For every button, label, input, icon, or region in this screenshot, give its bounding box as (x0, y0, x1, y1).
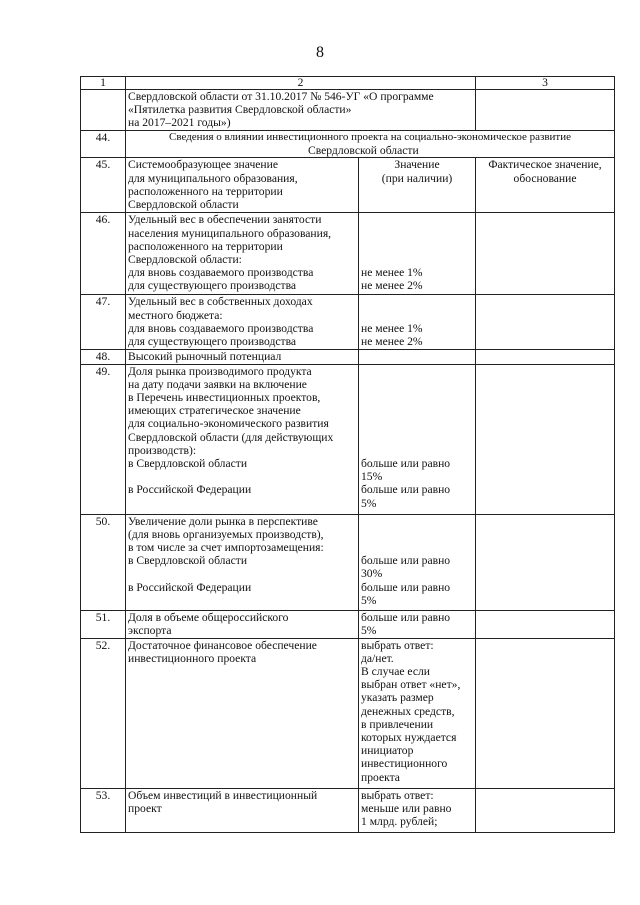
value-line: больше или равно (361, 554, 451, 568)
value-line (361, 378, 473, 391)
table-row-52 (81, 638, 615, 788)
indicator-line: в Свердловской области (128, 554, 248, 568)
indicator-line: Достаточное финансовое обеспечение (128, 638, 317, 652)
value-line: меньше или равно (361, 801, 452, 815)
value-line: 5% (361, 623, 377, 637)
indicator-cell (126, 514, 359, 610)
row-number: 46. (81, 213, 126, 295)
section-heading-line: Сведения о влиянии инвестиционного проекта на социально-экономическое развитие (169, 131, 572, 143)
indicator-line: в том числе за счет импортозамещения: (128, 541, 324, 555)
actual-header-cell (476, 158, 615, 213)
value-line: 15% (361, 470, 383, 484)
actual-cell (476, 610, 615, 638)
indicator-line: для существующего производства (128, 279, 297, 293)
value-line: инвестиционного (361, 757, 448, 771)
indicator-line: населения муниципального образования, (128, 226, 332, 240)
row-number: 49. (81, 364, 126, 514)
indicator-line: Объем инвестиций в инвестиционный (128, 788, 318, 802)
indicator-line: Свердловской области: (128, 253, 242, 267)
table-row-48 (81, 350, 615, 364)
indicator-line: Удельный вес в собственных доходах (128, 295, 313, 309)
row-number: 48. (81, 350, 126, 364)
actual-cell (476, 514, 615, 610)
indicator-line: для социально-экономического развития (128, 417, 329, 431)
value-header-cell (359, 158, 476, 213)
value-line: не менее 2% (361, 335, 423, 349)
continuation-line: на 2017–2021 годы») (128, 116, 231, 130)
table-row-53 (81, 788, 615, 832)
indicator-line: Удельный вес в обеспечении занятости (128, 213, 322, 227)
value-line: больше или равно (361, 483, 451, 497)
indicator-line: проект (128, 801, 162, 815)
continuation-text-cell (126, 90, 476, 131)
value-line (361, 528, 473, 541)
table-row-51 (81, 610, 615, 638)
indicator-line: на дату подачи заявки на включение (128, 377, 307, 391)
table-header-row (81, 77, 615, 90)
actual-header-line: обоснование (513, 171, 577, 185)
row-number: 45. (81, 158, 126, 213)
indicator-cell (126, 364, 359, 514)
value-cell (359, 610, 476, 638)
value-header-line: (при наличии) (381, 171, 453, 185)
row-number: 50. (81, 514, 126, 610)
indicator-cell (126, 610, 359, 638)
indicator-line: Свердловской области (128, 198, 239, 212)
section-heading-line: Свердловской области (308, 144, 419, 158)
indicator-line (128, 497, 356, 510)
header-col-1: 1 (81, 77, 126, 90)
value-line: да/нет. (361, 651, 394, 665)
value-line: выбран ответ «нет», (361, 678, 461, 692)
indicator-line: инвестиционного проекта (128, 651, 257, 665)
value-line: 30% (361, 567, 383, 581)
remark-cell (476, 90, 615, 131)
indicator-line: Свердловской области (для действующих (128, 430, 334, 444)
value-line: 5% (361, 593, 377, 607)
section-heading (126, 131, 615, 158)
indicator-cell (126, 788, 359, 832)
value-line: которых нуждается (361, 731, 457, 745)
actual-cell (476, 788, 615, 832)
table-row-46 (81, 213, 615, 295)
value-cell (359, 788, 476, 832)
indicator-line: имеющих стратегическое значение (128, 404, 301, 418)
indicator-line: для существующего производства (128, 335, 297, 349)
continuation-line: «Пятилетка развития Свердловской области» (128, 103, 352, 117)
value-cell (359, 514, 476, 610)
page-number: 8 (316, 44, 324, 61)
row-number: 47. (81, 295, 126, 350)
value-line: больше или равно (361, 457, 451, 471)
value-line (361, 515, 473, 528)
table-row-49 (81, 364, 615, 514)
actual-cell (476, 295, 615, 350)
row-number: 52. (81, 638, 126, 788)
value-line: в привлечении (361, 717, 434, 731)
continuation-line: Свердловской области от 31.10.2017 № 546-УГ «О программе (128, 90, 434, 103)
indicator-line: для вновь создаваемого производства (128, 266, 314, 280)
indicator-line (128, 594, 356, 607)
document-table (80, 76, 615, 833)
value-line: проекта (361, 770, 400, 784)
indicator-line: Доля рынка производимого продукта (128, 364, 312, 378)
value-line (361, 295, 473, 308)
table-row-44 (81, 131, 615, 158)
value-line: выбрать ответ: (361, 788, 434, 802)
value-header-line: Значение (394, 158, 440, 172)
value-cell (359, 638, 476, 788)
indicator-cell (126, 350, 359, 364)
value-line: больше или равно (361, 610, 451, 624)
value-line (361, 541, 473, 554)
value-cell (359, 364, 476, 514)
value-line: 5% (361, 496, 377, 510)
value-line: выбрать ответ: (361, 638, 434, 652)
table-row-50 (81, 514, 615, 610)
indicator-line: Увеличение доли рынка в перспективе (128, 514, 318, 528)
value-line (361, 404, 473, 417)
indicator-cell (126, 638, 359, 788)
actual-header-line: Фактическое значение, (488, 158, 602, 172)
indicator-line: в Российской Федерации (128, 580, 252, 594)
value-line (361, 309, 473, 322)
row-number: 44. (81, 131, 126, 158)
row-number: 53. (81, 788, 126, 832)
value-line (361, 213, 473, 226)
value-line (361, 240, 473, 253)
indicator-line: в Свердловской области (128, 457, 248, 471)
value-line: В случае если (361, 665, 430, 679)
indicator-line: в Российской Федерации (128, 483, 252, 497)
actual-cell (476, 364, 615, 514)
indicator-line: расположенного на территории (128, 239, 283, 253)
indicator-line: расположенного на территории (128, 184, 283, 198)
value-line: не менее 1% (361, 321, 423, 335)
value-line (361, 417, 473, 430)
value-line: не менее 2% (361, 279, 423, 293)
value-line: денежных средств, (361, 704, 455, 718)
indicator-line: местного бюджета: (128, 308, 223, 322)
header-col-2: 2 (126, 77, 476, 90)
value-line: не менее 1% (361, 266, 423, 280)
table-row-continuation (81, 90, 615, 131)
indicator-line: в Перечень инвестиционных проектов, (128, 391, 321, 405)
indicator-cell (126, 213, 359, 295)
actual-cell (476, 350, 615, 364)
indicator-line (128, 567, 356, 580)
indicator-line: для муниципального образования, (128, 171, 298, 185)
value-line (361, 391, 473, 404)
indicator-line: Высокий рыночный потенциал (128, 350, 282, 364)
indicator-cell (126, 295, 359, 350)
table-row-47 (81, 295, 615, 350)
indicator-line: для вновь создаваемого производства (128, 321, 314, 335)
value-line: больше или равно (361, 580, 451, 594)
value-line: инициатор (361, 744, 414, 758)
value-line: указать размер (361, 691, 434, 705)
value-line (361, 431, 473, 444)
value-line (361, 253, 473, 266)
table-row-45 (81, 158, 615, 213)
indicator-line (128, 470, 356, 483)
header-col-3: 3 (476, 77, 615, 90)
value-line: 1 млрд. рублей; (361, 815, 438, 829)
indicator-line: Системообразующее значение (128, 158, 278, 172)
value-cell (359, 295, 476, 350)
value-cell (359, 213, 476, 295)
value-line (361, 227, 473, 240)
indicator-line: (для вновь организуемых производств), (128, 527, 324, 541)
row-number-cell (81, 90, 126, 131)
indicator-line: производств): (128, 443, 197, 457)
indicator-cell (126, 158, 359, 213)
row-number: 51. (81, 610, 126, 638)
indicator-line: экспорта (128, 623, 172, 637)
actual-cell (476, 638, 615, 788)
indicator-line: Доля в объеме общероссийского (128, 610, 289, 624)
value-line (361, 365, 473, 378)
actual-cell (476, 213, 615, 295)
value-line (361, 444, 473, 457)
value-cell (359, 350, 476, 364)
